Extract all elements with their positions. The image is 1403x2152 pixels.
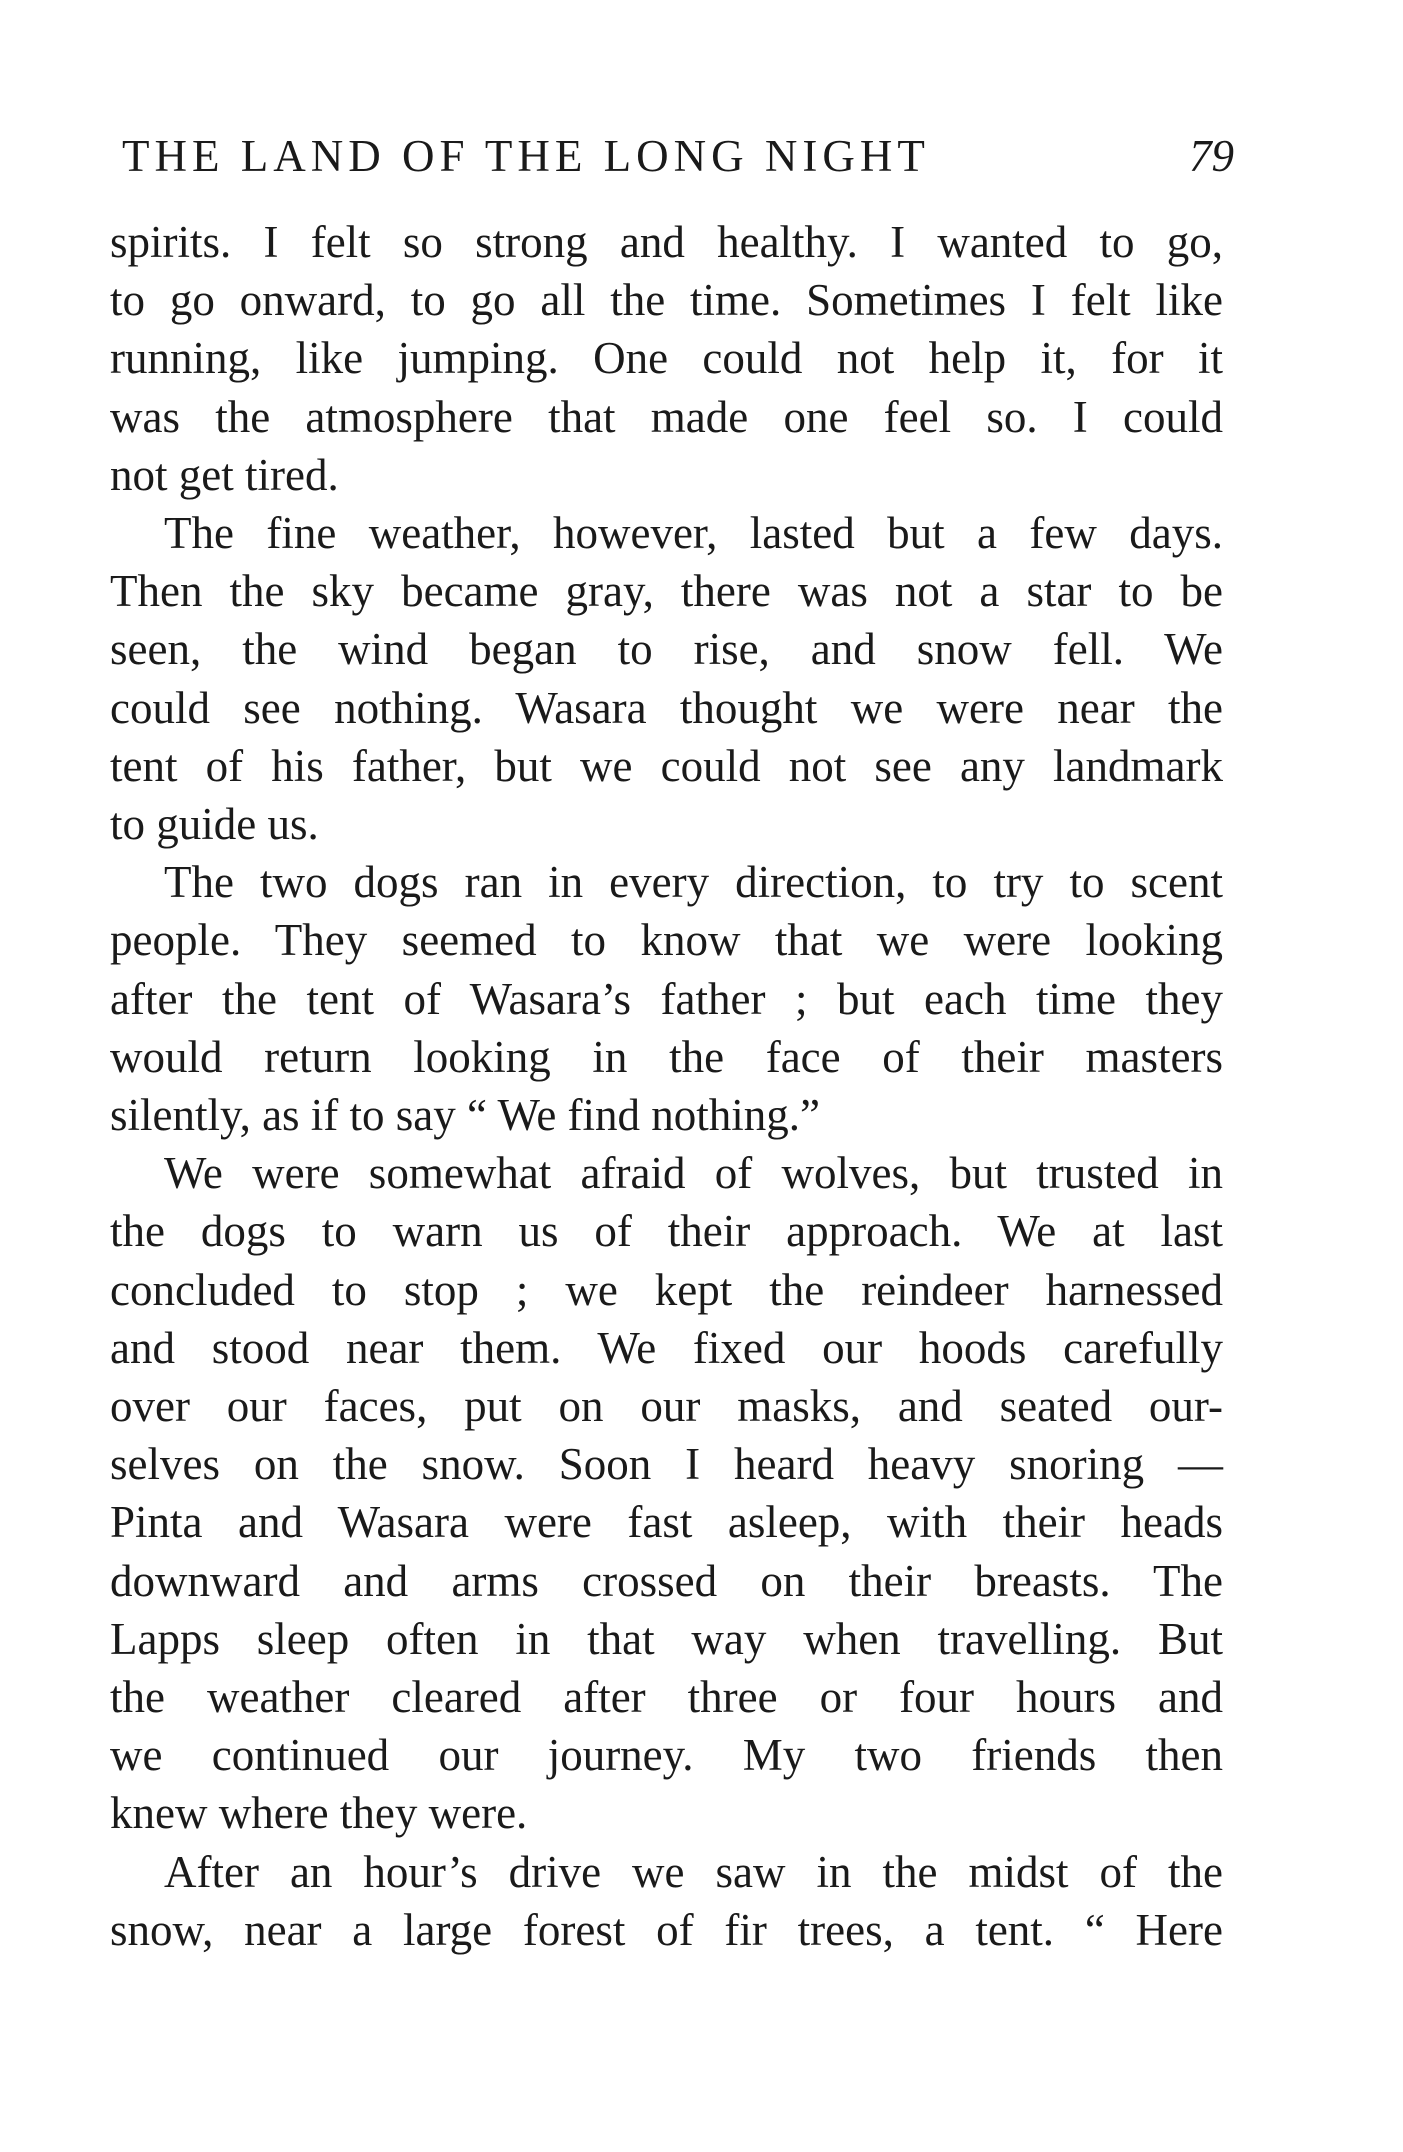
text-line: would return looking in the face of their masters bbox=[110, 1031, 1223, 1082]
text-line: The two dogs ran in every direction, to try to scent bbox=[164, 857, 1223, 908]
text-line: after the tent of Wasara’s father ; but each time they bbox=[110, 973, 1223, 1024]
text-line: selves on the snow. Soon I heard heavy snoring — bbox=[110, 1439, 1223, 1490]
text-line: spirits. I felt so strong and healthy. I wanted to go, bbox=[110, 217, 1223, 267]
text-line: was the atmosphere that made one feel so. I could bbox=[110, 391, 1223, 442]
text-line: the dogs to warn us of their approach. We at last bbox=[110, 1206, 1223, 1257]
text-line: to go onward, to go all the time. Sometimes I felt like bbox=[110, 275, 1223, 326]
text-line: people. They seemed to know that we were looking bbox=[110, 915, 1223, 966]
paragraph bbox=[110, 1843, 1223, 1959]
text-line: Lapps sleep often in that way when travelling. But bbox=[110, 1613, 1223, 1664]
text-line: to guide us. bbox=[110, 799, 319, 850]
page-number: 79 bbox=[1189, 131, 1234, 181]
paragraph bbox=[110, 1144, 1223, 1842]
text-line: running, like jumping. One could not help it, for it bbox=[110, 333, 1223, 384]
text-line: knew where they were. bbox=[110, 1788, 528, 1839]
text-line: Then the sky became gray, there was not a star to be bbox=[110, 566, 1223, 617]
text-line: concluded to stop ; we kept the reindeer harnessed bbox=[110, 1264, 1223, 1315]
text-line: over our faces, put on our masks, and seated our- bbox=[110, 1381, 1223, 1432]
text-line: could see nothing. Wasara thought we were near the bbox=[110, 682, 1223, 733]
text-line: and stood near them. We fixed our hoods carefully bbox=[110, 1322, 1223, 1373]
text-line: We were somewhat afraid of wolves, but trusted in bbox=[164, 1148, 1223, 1199]
text-line: After an hour’s drive we saw in the midst of the bbox=[164, 1846, 1223, 1897]
body-text bbox=[110, 213, 1223, 1959]
text-line: The fine weather, however, lasted but a few days. bbox=[164, 508, 1223, 559]
text-line: snow, near a large forest of fir trees, a tent. “ Here bbox=[110, 1904, 1223, 1955]
text-line: Pinta and Wasara were fast asleep, with their heads bbox=[110, 1497, 1223, 1548]
text-line: downward and arms crossed on their breasts. The bbox=[110, 1555, 1223, 1606]
text-line: we continued our journey. My two friends then bbox=[110, 1730, 1223, 1781]
running-title: THE LAND OF THE LONG NIGHT bbox=[122, 131, 930, 181]
text-line: the weather cleared after three or four hours and bbox=[110, 1672, 1223, 1723]
running-head bbox=[122, 124, 1234, 188]
text-line: not get tired. bbox=[110, 449, 339, 500]
text-line: tent of his father, but we could not see any landmark bbox=[110, 740, 1223, 791]
paragraph bbox=[110, 213, 1223, 504]
text-line: seen, the wind began to rise, and snow fell. We bbox=[110, 624, 1223, 675]
paragraph bbox=[110, 853, 1223, 1144]
text-line: silently, as if to say “ We find nothing.” bbox=[110, 1090, 821, 1141]
paragraph bbox=[110, 504, 1223, 853]
